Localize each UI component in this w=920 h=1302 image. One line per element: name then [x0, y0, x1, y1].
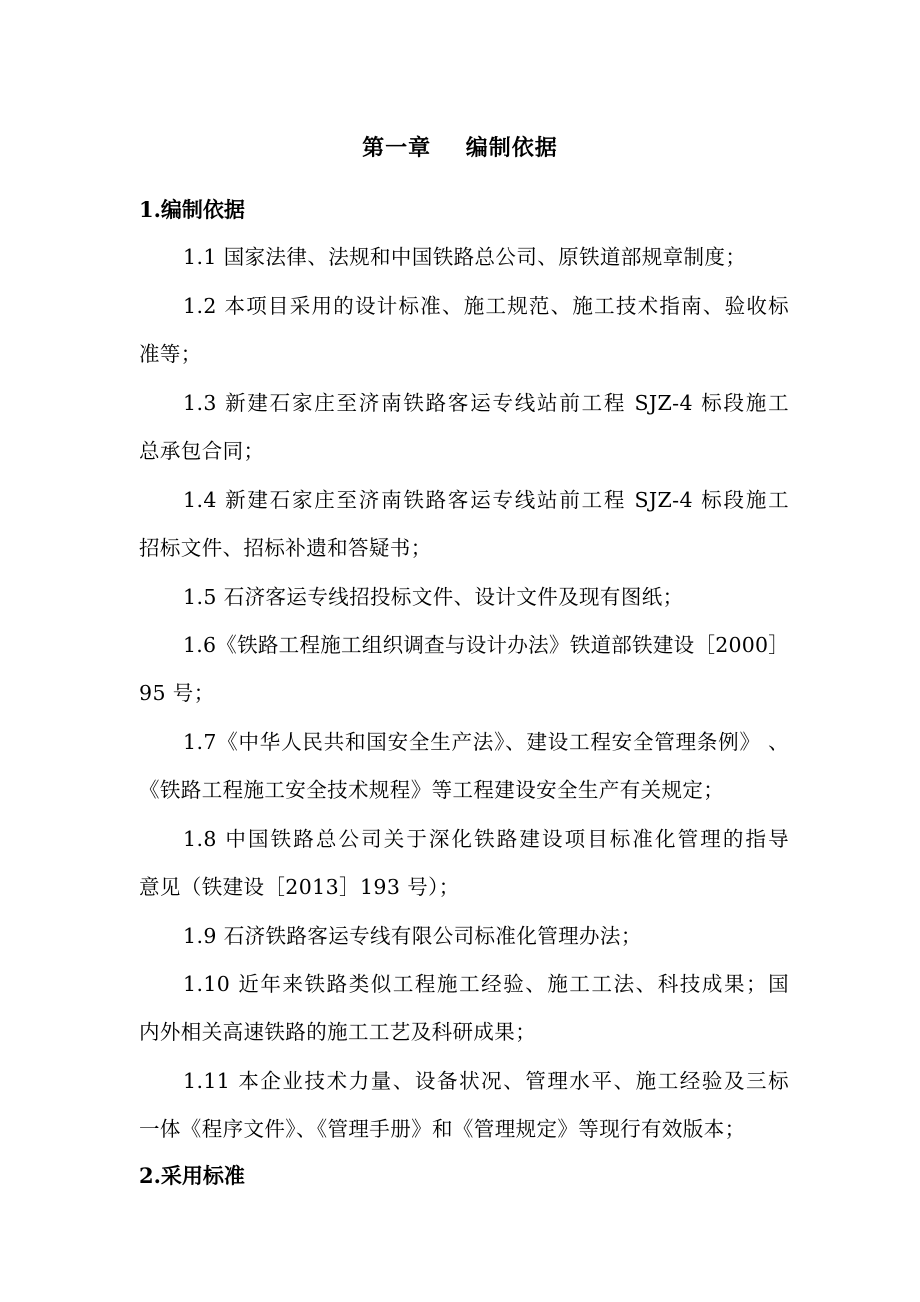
section-heading-1: 1.编制依据: [139, 197, 245, 222]
item-1-5-line-1: 1.5 石济客运专线招投标文件、设计文件及现有图纸；: [183, 585, 684, 609]
item-1-6-line-1: 1.6《铁路工程施工组织调查与设计办法》铁道部铁建设［2000］: [183, 633, 789, 657]
chapter-title: 第一章 编制依据: [362, 135, 558, 161]
item-1-1-line-1: 1.1 国家法律、法规和中国铁路总公司、原铁道部规章制度；: [183, 245, 747, 269]
item-1-11-line-1: 1.11 本企业技术力量、设备状况、管理水平、施工经验及三标: [183, 1069, 789, 1093]
item-1-3-line-1: 1.3 新建石家庄至济南铁路客运专线站前工程 SJZ-4 标段施工: [183, 391, 789, 415]
item-1-4-line-1: 1.4 新建石家庄至济南铁路客运专线站前工程 SJZ-4 标段施工: [183, 488, 789, 512]
item-1-3-line-2: 总承包合同；: [139, 439, 265, 463]
item-1-10-line-2: 内外相关高速铁路的施工工艺及科研成果；: [139, 1020, 537, 1044]
item-1-7-line-1: 1.7《中华人民共和国安全生产法》、建设工程安全管理条例》 、: [183, 730, 789, 754]
item-1-7-line-2: 《铁路工程施工安全技术规程》等工程建设安全生产有关规定；: [139, 778, 725, 802]
item-1-10-line-1: 1.10 近年来铁路类似工程施工经验、施工工法、科技成果；国: [183, 972, 789, 996]
item-1-6-line-2: 95 号；: [139, 681, 215, 705]
item-1-4-line-2: 招标文件、招标补遗和答疑书；: [139, 536, 432, 560]
section-heading-2: 2.采用标准: [139, 1163, 245, 1188]
item-1-2-line-1: 1.2 本项目采用的设计标准、施工规范、施工技术指南、验收标: [183, 294, 789, 318]
item-1-11-line-2: 一体《程序文件》、《管理手册》和《管理规定》等现行有效版本；: [139, 1117, 746, 1141]
item-1-8-line-1: 1.8 中国铁路总公司关于深化铁路建设项目标准化管理的指导: [183, 827, 789, 851]
item-1-2-line-2: 准等；: [139, 342, 202, 366]
item-1-9-line-1: 1.9 石济铁路客运专线有限公司标准化管理办法；: [183, 924, 642, 948]
item-1-8-line-2: 意见（铁建设［2013］193 号）；: [139, 875, 460, 899]
